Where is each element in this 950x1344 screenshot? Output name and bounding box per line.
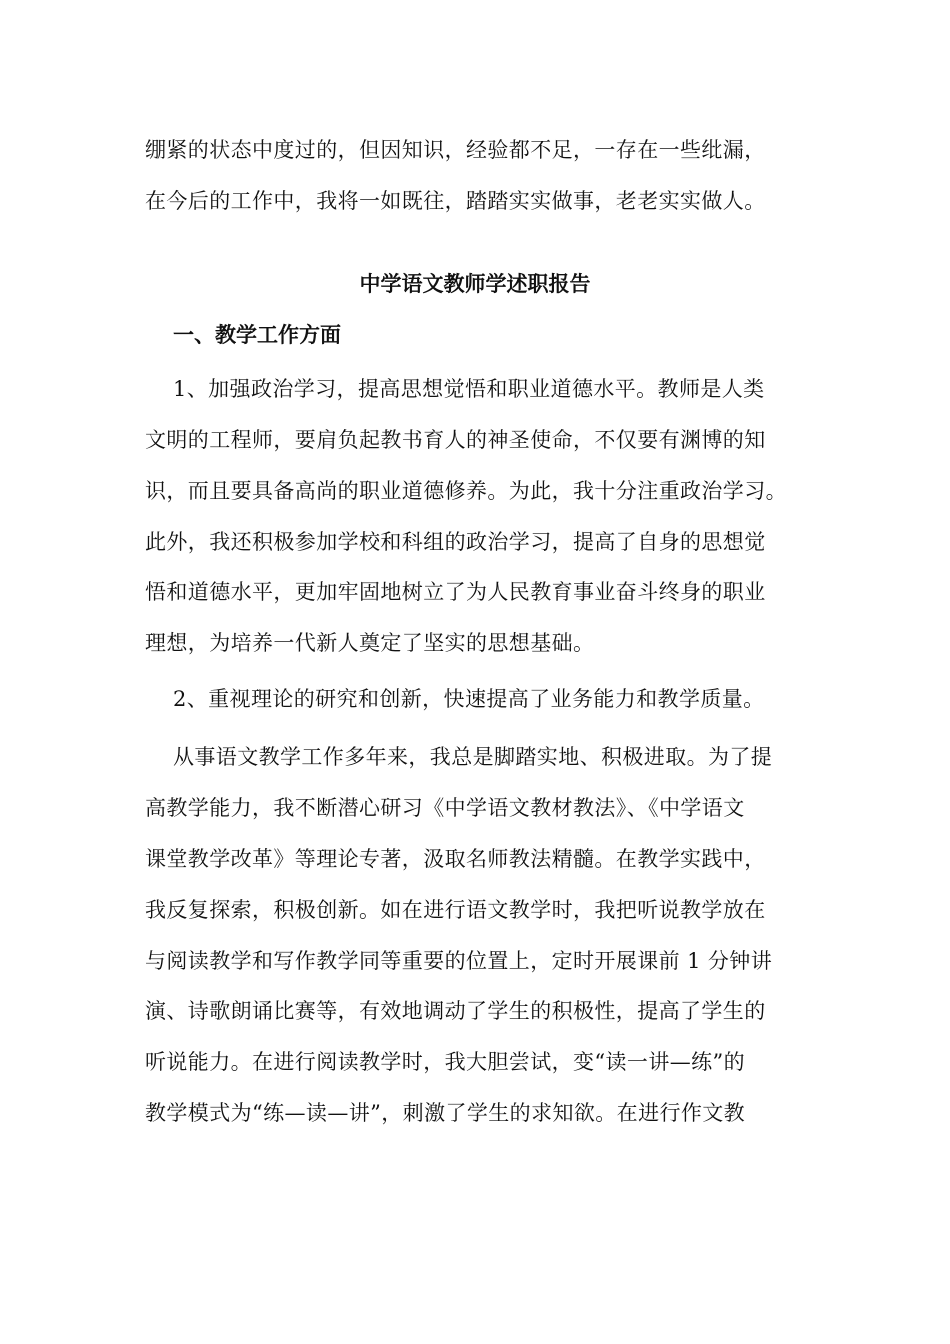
paragraph3-line-5: 与阅读教学和写作教学同等重要的位置上，定时开展课前 1 分钟讲	[145, 949, 773, 973]
paragraph3-line-2: 高教学能力，我不断潜心研习《中学语文教材教法》、《中学语文	[145, 796, 745, 820]
intro-line-1: 绷紧的状态中度过的，但因知识，经验都不足，一存在一些纰漏，	[145, 138, 766, 162]
paragraph1-line-4: 此外，我还积极参加学校和科组的政治学习，提高了自身的思想觉	[145, 530, 766, 554]
paragraph3-line-3: 课堂教学改革》等理论专著，汲取名师教法精髓。在教学实践中，	[145, 847, 766, 871]
paragraph3-line-6: 演、诗歌朗诵比赛等，有效地调动了学生的积极性，提高了学生的	[145, 999, 766, 1023]
paragraph1-line-2: 文明的工程师，要肩负起教书育人的神圣使命，不仅要有渊博的知	[145, 428, 766, 452]
paragraph1-line-3: 识，而且要具备高尚的职业道德修养。为此，我十分注重政治学习。	[145, 479, 787, 503]
paragraph3-line-8: 教学模式为“练—读—讲”，刺激了学生的求知欲。在进行作文教	[145, 1101, 746, 1125]
intro-line-2: 在今后的工作中，我将一如既往，踏踏实实做事，老老实实做人。	[145, 189, 766, 213]
paragraph3-line-4: 我反复探索，积极创新。如在进行语文教学时，我把听说教学放在	[145, 898, 766, 922]
paragraph1-line-5: 悟和道德水平，更加牢固地树立了为人民教育事业奋斗终身的职业	[145, 580, 766, 604]
section-heading: 一、教学工作方面	[173, 322, 341, 347]
paragraph1-line-6: 理想，为培养一代新人奠定了坚实的思想基础。	[145, 631, 595, 655]
paragraph3-line-1: 从事语文教学工作多年来，我总是脚踏实地、积极进取。为了提	[173, 745, 773, 769]
paragraph3-line-7: 听说能力。在进行阅读教学时，我大胆尝试，变“读一讲—练”的	[145, 1050, 746, 1074]
paragraph2-line-1: 2、重视理论的研究和创新，快速提高了业务能力和教学质量。	[173, 687, 765, 711]
document-title: 中学语文教师学述职报告	[359, 271, 591, 296]
paragraph1-line-1: 1、加强政治学习，提高思想觉悟和职业道德水平。教师是人类	[173, 377, 765, 401]
